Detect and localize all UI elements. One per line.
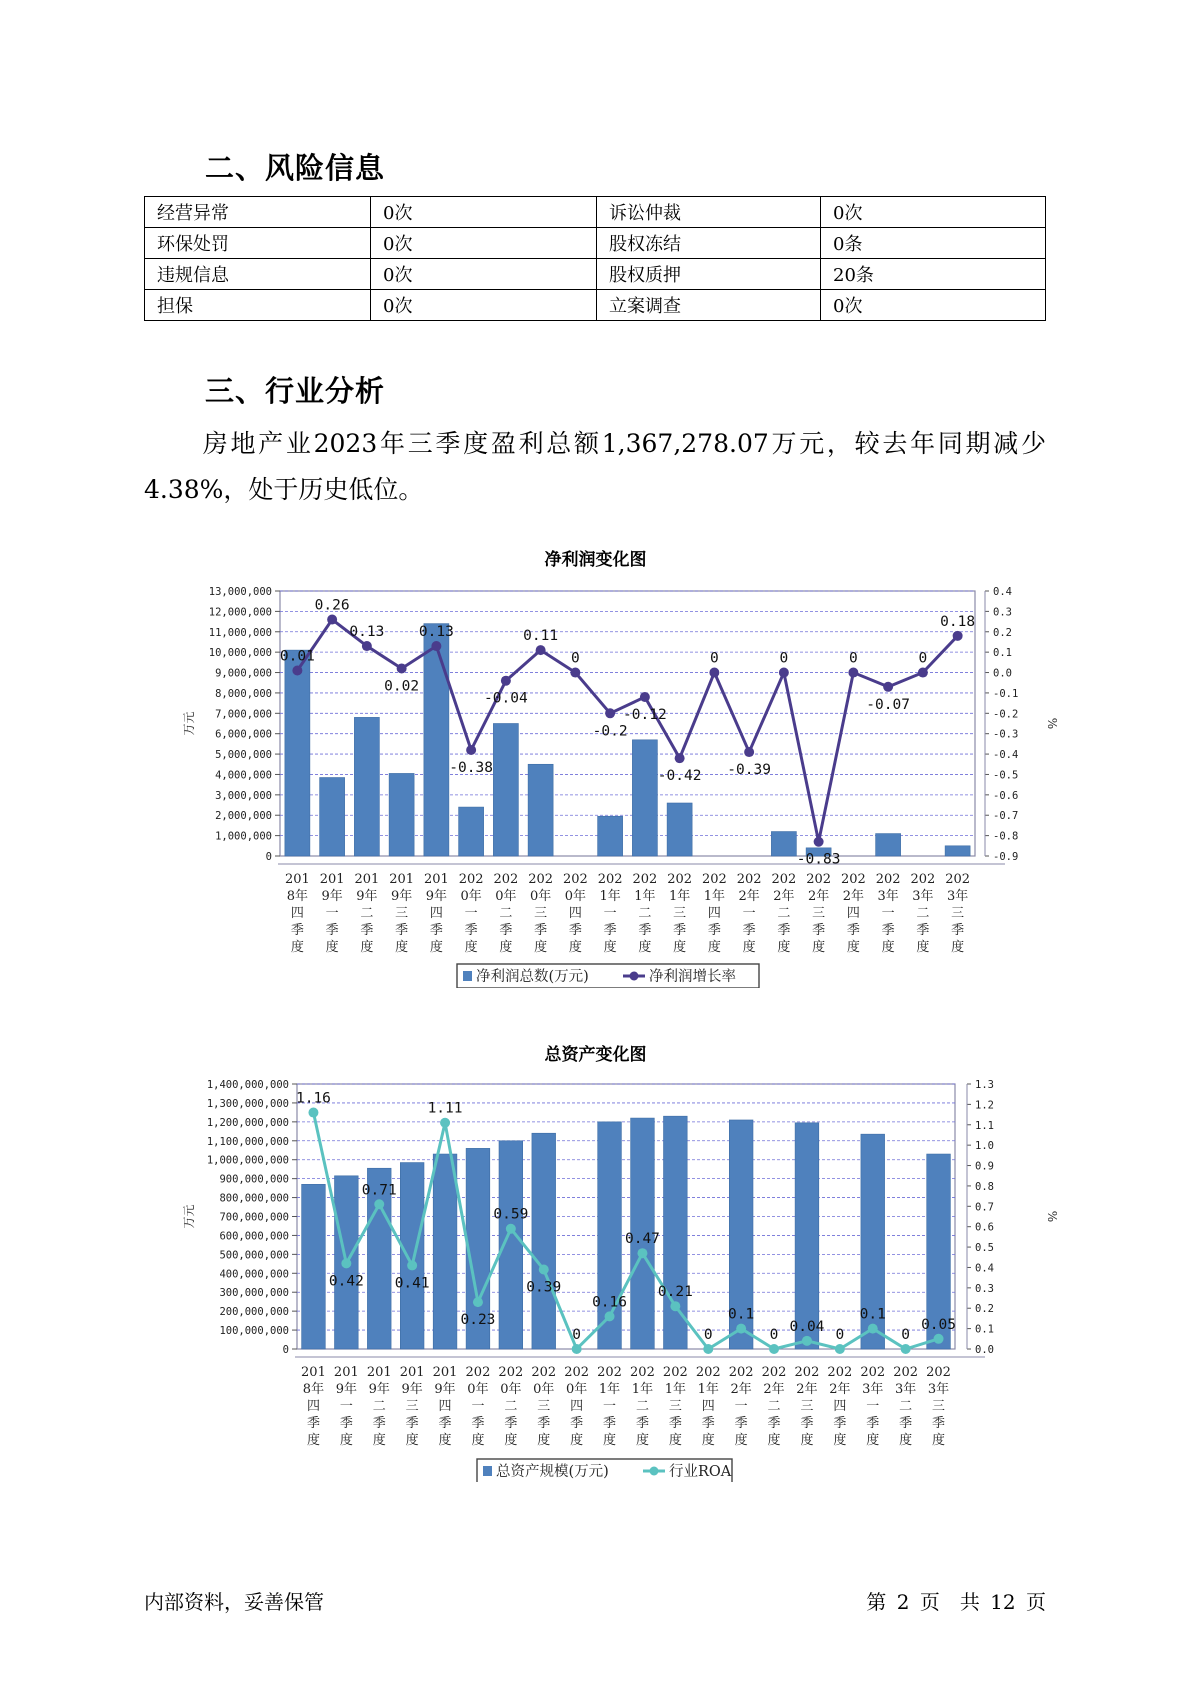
risk-item-label: 经营异常 [145,197,371,228]
y-tick-label: 1,400,000,000 [206,1079,289,1091]
y-tick-label: 2,000,000 [215,810,272,823]
data-label: -0.42 [657,768,702,785]
bar [532,1133,556,1349]
line-point [374,1199,384,1209]
data-label: 0.11 [523,628,559,645]
y2-tick-label: 0.3 [975,1282,994,1295]
bar [632,740,657,856]
y-tick-label: 1,000,000,000 [206,1154,289,1167]
data-label: -0.04 [484,690,528,707]
x-tick-label: 201 9年三季度 [399,1365,425,1448]
data-label: 0 [703,1327,713,1343]
line-point [362,641,372,651]
y-tick-label: 0 [265,851,272,863]
x-tick-label: 202 1年一季度 [597,1365,622,1448]
legend-line-label: 净利润增长率 [649,969,736,985]
y2-tick-label: 0.7 [975,1201,994,1214]
line-point [934,1334,944,1344]
data-label: 0.1 [859,1306,886,1323]
footer-confidential: 内部资料，妥善保管 [144,1590,324,1614]
y2-tick-label: 0.4 [993,586,1012,598]
y-tick-label: 100,000,000 [219,1325,289,1338]
x-tick-label: 202 3年三季度 [926,1365,951,1448]
line-point [506,1224,516,1234]
risk-table-row [145,228,1046,259]
line-point [440,1118,450,1128]
bar [354,717,379,856]
x-tick-label: 202 3年三季度 [945,872,971,955]
risk-item-value: 0次 [371,197,597,228]
line-point [918,668,928,678]
bar [876,834,901,856]
x-tick-label: 202 0年三季度 [528,872,554,955]
y-tick-label: 400,000,000 [219,1268,289,1281]
x-tick-label: 202 1年二季度 [632,872,658,955]
x-tick-label: 201 9年一季度 [319,872,345,955]
data-label: 0.39 [526,1279,562,1296]
y2-tick-label: 1.0 [975,1140,994,1153]
line-point [848,668,858,678]
y2-tick-label: -0.2 [993,708,1019,721]
x-tick-label: 202 2年四季度 [827,1365,853,1448]
y2-axis-title: % [1045,1210,1059,1223]
line-point [703,1344,713,1354]
y-tick-label: 800,000,000 [219,1192,289,1205]
x-tick-label: 202 2年二季度 [771,872,797,955]
legend-bar-swatch [463,971,472,981]
bar [424,624,449,856]
y2-tick-label: -0.1 [993,687,1019,700]
line-point [327,615,337,625]
x-tick-label: 202 0年二季度 [498,1365,524,1448]
risk-table-row [145,259,1046,290]
risk-item-label: 违规信息 [145,259,371,290]
risk-table-row [145,197,1046,228]
x-tick-label: 201 8年四季度 [301,1365,326,1448]
bar [302,1184,326,1349]
y2-tick-label: 0.2 [993,626,1012,639]
x-tick-label: 202 2年三季度 [806,872,832,955]
risk-item-label: 诉讼仲裁 [597,197,821,228]
risk-item-value: 20条 [821,259,1046,290]
legend-bar-label: 总资产规模(万元) [496,1464,609,1480]
x-tick-label: 201 9年三季度 [389,872,415,955]
data-label: 0 [901,1327,911,1343]
y-tick-label: 300,000,000 [219,1287,289,1300]
x-tick-label: 201 9年二季度 [366,1365,392,1448]
net-profit-chart [0,568,1191,988]
y-tick-label: 6,000,000 [215,728,272,741]
y-tick-label: 1,100,000,000 [206,1135,289,1148]
x-tick-label: 202 0年一季度 [458,872,484,955]
x-tick-label: 201 9年一季度 [333,1365,359,1448]
y2-tick-label: -0.4 [993,749,1019,762]
x-tick-label: 202 2年二季度 [761,1365,787,1448]
y-tick-label: 1,000,000 [215,830,272,843]
section-heading-risk: 二、风险信息 [205,151,386,185]
data-label: 0.26 [314,597,350,614]
bar [285,650,310,856]
data-label: -0.12 [623,707,667,723]
y2-tick-label: 0.5 [975,1242,994,1255]
data-label: 0 [835,1327,845,1343]
bar [400,1163,424,1349]
y-tick-label: 4,000,000 [215,769,272,782]
data-label: -0.83 [796,851,841,868]
risk-item-value: 0次 [821,290,1046,321]
line-point [431,641,441,651]
y2-tick-label: 0.1 [993,647,1012,660]
y2-tick-label: 0.0 [993,667,1012,680]
data-label: 0.16 [592,1294,628,1311]
y2-tick-label: -0.9 [993,851,1019,863]
line-point [605,1311,615,1321]
data-label: -0.38 [449,760,493,776]
line-point [292,666,302,676]
data-label: 0.13 [418,624,454,641]
x-tick-label: 202 3年二季度 [893,1365,919,1448]
y-tick-label: 12,000,000 [208,606,272,619]
data-label: 0.05 [921,1316,957,1333]
line-point [779,668,789,678]
risk-item-label: 立案调查 [597,290,821,321]
data-label: 0 [779,650,789,667]
y2-tick-label: 1.3 [975,1079,994,1091]
x-tick-label: 201 8年四季度 [284,872,310,955]
chart-title-total-assets: 总资产变化图 [544,1045,647,1065]
line-point [744,747,754,757]
risk-item-label: 股权冻结 [597,228,821,259]
line-point [769,1344,779,1354]
total-assets-chart [0,1062,1191,1482]
y-tick-label: 9,000,000 [215,667,272,680]
data-label: 0.59 [493,1206,529,1223]
legend-bar-swatch [483,1466,492,1476]
line-point [341,1258,351,1268]
bar [320,778,345,856]
line-point [901,1344,911,1354]
data-label: 0.01 [279,648,315,665]
bar [771,832,796,856]
bar [493,724,518,857]
y2-axis-title: % [1045,717,1059,730]
line-point [605,708,615,718]
y-tick-label: 11,000,000 [208,626,272,639]
bar [598,816,623,856]
data-label: 0.02 [384,678,420,695]
y2-tick-label: 0.0 [975,1344,994,1356]
chart-title-net-profit: 净利润变化图 [544,550,647,570]
data-label: 0.47 [624,1231,660,1248]
x-tick-label: 202 1年四季度 [701,872,727,955]
risk-item-value: 0次 [371,259,597,290]
data-label: -0.2 [592,723,628,740]
x-tick-label: 202 3年一季度 [860,1365,886,1448]
data-label: 1.11 [427,1100,463,1117]
risk-item-label: 环保处罚 [145,228,371,259]
bar [795,1123,819,1349]
line-point [466,745,476,755]
y2-tick-label: 0.6 [975,1221,994,1234]
risk-item-value: 0次 [371,228,597,259]
y-tick-label: 0 [282,1344,289,1356]
y2-tick-label: 0.1 [975,1323,994,1336]
x-tick-label: 201 9年四季度 [423,872,449,955]
y2-tick-label: 0.2 [975,1303,994,1316]
data-label: 0.04 [789,1318,825,1335]
x-tick-label: 202 0年四季度 [562,872,588,955]
footer-page-number: 第 2 页 共 12 页 [866,1590,1046,1614]
x-tick-label: 202 2年一季度 [736,872,762,955]
risk-table-row [145,290,1046,321]
bar [528,764,553,856]
y-tick-label: 600,000,000 [219,1230,289,1243]
line-point [536,645,546,655]
y2-tick-label: 1.1 [975,1119,994,1132]
industry-paragraph: 房地产业2023年三季度盈利总额1,367,278.07万元，较去年同期减少4.38%，处于历史低位。 [144,429,1046,504]
y-tick-label: 700,000,000 [219,1211,289,1224]
line-point [709,668,719,678]
data-label: 0 [769,1327,779,1343]
y-tick-label: 900,000,000 [219,1173,289,1186]
y-tick-label: 8,000,000 [215,687,272,700]
line-point [570,668,580,678]
x-tick-label: 201 9年二季度 [354,872,380,955]
line-point [736,1324,746,1334]
data-label: 0 [849,650,858,667]
y2-tick-label: -0.7 [993,810,1019,823]
data-label: 0.18 [940,613,976,630]
data-label: 0 [710,650,719,667]
legend-bar-label: 净利润总数(万元) [476,969,589,985]
line-point [953,631,963,641]
section-heading-industry: 三、行业分析 [205,374,386,408]
line-point [407,1260,417,1270]
y2-tick-label: 0.8 [975,1180,994,1193]
bar [667,803,692,856]
bar [945,846,970,856]
line-point [883,682,893,692]
x-tick-label: 202 0年二季度 [493,872,519,955]
bar [459,807,484,856]
x-tick-label: 202 0年四季度 [564,1365,590,1448]
line-point [637,1248,647,1258]
y2-tick-label: -0.8 [993,830,1019,843]
x-tick-label: 202 0年一季度 [465,1365,491,1448]
data-label: -0.07 [866,696,910,713]
y2-tick-label: 0.3 [993,606,1012,619]
y-axis-title: 万元 [182,711,196,736]
risk-info-table [144,196,1046,321]
y2-tick-label: 0.9 [975,1160,994,1173]
x-tick-label: 202 1年三季度 [667,872,693,955]
x-tick-label: 202 0年三季度 [531,1365,557,1448]
x-tick-label: 202 1年一季度 [597,872,623,955]
line-point [640,692,650,702]
y-tick-label: 500,000,000 [219,1249,289,1262]
data-label: 0.23 [460,1312,496,1329]
x-tick-label: 202 1年三季度 [662,1365,688,1448]
y2-tick-label: 1.2 [975,1099,994,1112]
x-tick-label: 202 3年一季度 [875,872,901,955]
line-point [539,1265,549,1275]
line-point [501,676,511,686]
x-tick-label: 202 2年一季度 [728,1365,754,1448]
legend-line-marker [650,1467,659,1476]
y2-tick-label: -0.3 [993,728,1019,741]
y2-tick-label: -0.6 [993,789,1019,802]
line-point [814,837,824,847]
y-axis-title: 万元 [182,1204,196,1229]
y2-tick-label: -0.5 [993,769,1019,782]
risk-item-label: 股权质押 [597,259,821,290]
line-point [835,1344,845,1354]
data-label: 0.1 [728,1306,755,1323]
x-tick-label: 201 9年四季度 [432,1365,458,1448]
data-label: 0.42 [328,1273,364,1290]
y-tick-label: 3,000,000 [215,789,272,802]
y-tick-label: 200,000,000 [219,1306,289,1319]
line-point [397,663,407,673]
y-tick-label: 5,000,000 [215,749,272,762]
data-label: 0.41 [394,1275,430,1292]
line-point [308,1108,318,1118]
y-tick-label: 1,200,000,000 [206,1116,289,1129]
legend-line-label: 行业ROA [669,1464,732,1480]
y-tick-label: 13,000,000 [208,586,272,598]
x-tick-label: 202 1年二季度 [630,1365,655,1448]
risk-item-label: 担保 [145,290,371,321]
risk-item-value: 0次 [371,290,597,321]
y2-tick-label: 0.4 [975,1262,994,1275]
line-point [675,753,685,763]
x-tick-label: 202 1年四季度 [695,1365,721,1448]
data-label: 0 [571,650,580,667]
line-point [868,1324,878,1334]
data-label: 0.21 [657,1284,693,1301]
data-label: 0.13 [349,624,385,641]
data-label: 0.71 [361,1182,397,1199]
x-tick-label: 202 2年四季度 [840,872,866,955]
data-label: 1.16 [295,1090,331,1107]
y-tick-label: 1,300,000,000 [206,1097,289,1110]
data-label: 0 [918,650,928,667]
line-point [473,1297,483,1307]
risk-item-value: 0条 [821,228,1046,259]
bar [664,1116,688,1349]
data-label: -0.39 [727,762,771,779]
line-point [572,1344,582,1354]
x-tick-label: 202 3年二季度 [910,872,936,955]
y-tick-label: 7,000,000 [215,708,272,721]
bar [433,1154,457,1349]
x-tick-label: 202 2年三季度 [794,1365,820,1448]
data-label: 0 [572,1327,582,1343]
risk-item-value: 0次 [821,197,1046,228]
y-tick-label: 10,000,000 [208,647,272,660]
legend-line-marker [630,972,639,981]
bar [389,773,414,856]
line-point [670,1301,680,1311]
line-point [802,1336,812,1346]
